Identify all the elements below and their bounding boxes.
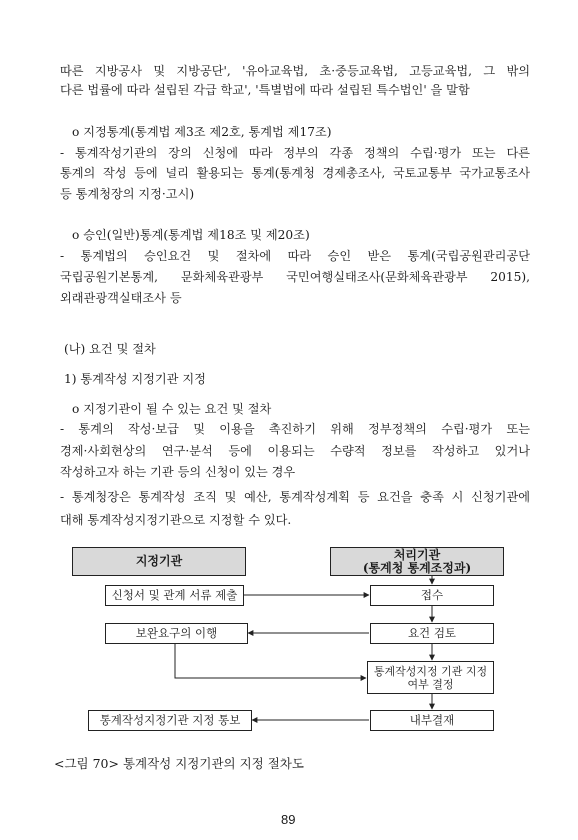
- approved-line-2: 국립공원기본통계, 문화체육관광부 국민여행실태조사(문화체육관광부 2015),: [60, 270, 530, 284]
- approved-line-1: - 통계법의 승인요건 및 절차에 따라 승인 받은 통계(국립공원관리공단: [60, 249, 530, 263]
- flow-header-processing-agency: [330, 547, 504, 576]
- requirements-line-5: 대해 통계작성지정기관으로 지정할 수 있다.: [60, 513, 292, 527]
- flow-header-designated-agency: 지정기관: [72, 547, 246, 576]
- requirements-line-1: - 통계의 작성·보급 및 이용을 촉진하기 위해 정부정책의 수립·평가 또는: [60, 422, 530, 436]
- designated-line-3: 등 통계청장의 지정·고시): [60, 187, 195, 201]
- flow-header-processing-line-2: (통계청 통계조정과): [362, 560, 472, 575]
- requirements-heading: o 지정기관이 될 수 있는 요건 및 절차: [72, 402, 272, 416]
- section-title: (나) 요건 및 절차: [64, 342, 156, 356]
- flow-step-requirement-review: 요건 검토: [370, 623, 494, 644]
- flow-step-internal-approval: 내부결재: [370, 710, 494, 731]
- figure-caption: <그림 70> 통계작성 지정기관의 지정 절차도: [54, 756, 304, 771]
- designated-heading: o 지정통계(통계법 제3조 제2호, 통계법 제17조): [72, 125, 332, 139]
- approved-heading: o 승인(일반)통계(통계법 제18조 및 제20조): [72, 228, 310, 242]
- designated-line-2: 통계의 작성 등에 널리 활용되는 통계(통계청 경제총조사, 국토교통부 국가교통조사: [60, 166, 530, 180]
- flow-header-processing-line-1: 처리기관: [393, 547, 441, 562]
- designated-line-1: - 통계작성기관의 장의 신청에 따라 정부의 각종 정책의 수립·평가 또는 다른: [60, 146, 530, 160]
- approved-line-3: 외래관광객실태조사 등: [60, 291, 182, 305]
- arrow-supplement-to-decision: [175, 644, 366, 678]
- flow-step-submit-application: 신청서 및 관계 서류 제출: [105, 585, 244, 606]
- flow-step-notify-designation: 통계작성지정기관 지정 통보: [88, 710, 252, 731]
- subsection-title: 1) 통계작성 지정기관 지정: [64, 372, 206, 386]
- flow-step-receipt: 접수: [370, 585, 494, 606]
- requirements-line-2: 경제·사회현상의 연구·분석 등에 이용되는 수량적 정보를 작성하고 있거나: [60, 444, 530, 458]
- flow-step-fulfill-supplement: 보완요구의 이행: [105, 623, 248, 644]
- flow-step-designation-decision: 통계작성지정 기관 지정 여부 결정: [367, 661, 494, 694]
- requirements-line-3: 작성하고자 하는 기관 등의 신청이 있는 경우: [60, 465, 296, 479]
- requirements-line-4: - 통계청장은 통계작성 조직 및 예산, 통계작성계획 등 요건을 충족 시 신청기관에: [60, 490, 530, 504]
- page-number: 89: [281, 812, 296, 827]
- intro-line-1: 따른 지방공사 및 지방공단', '유아교육법, 초·중등교육법, 고등교육법, 그 밖의: [60, 64, 530, 78]
- intro-line-2: 다른 법률에 따라 설립된 각급 학교', '특별법에 따라 설립된 특수법인' 을 말함: [60, 83, 470, 97]
